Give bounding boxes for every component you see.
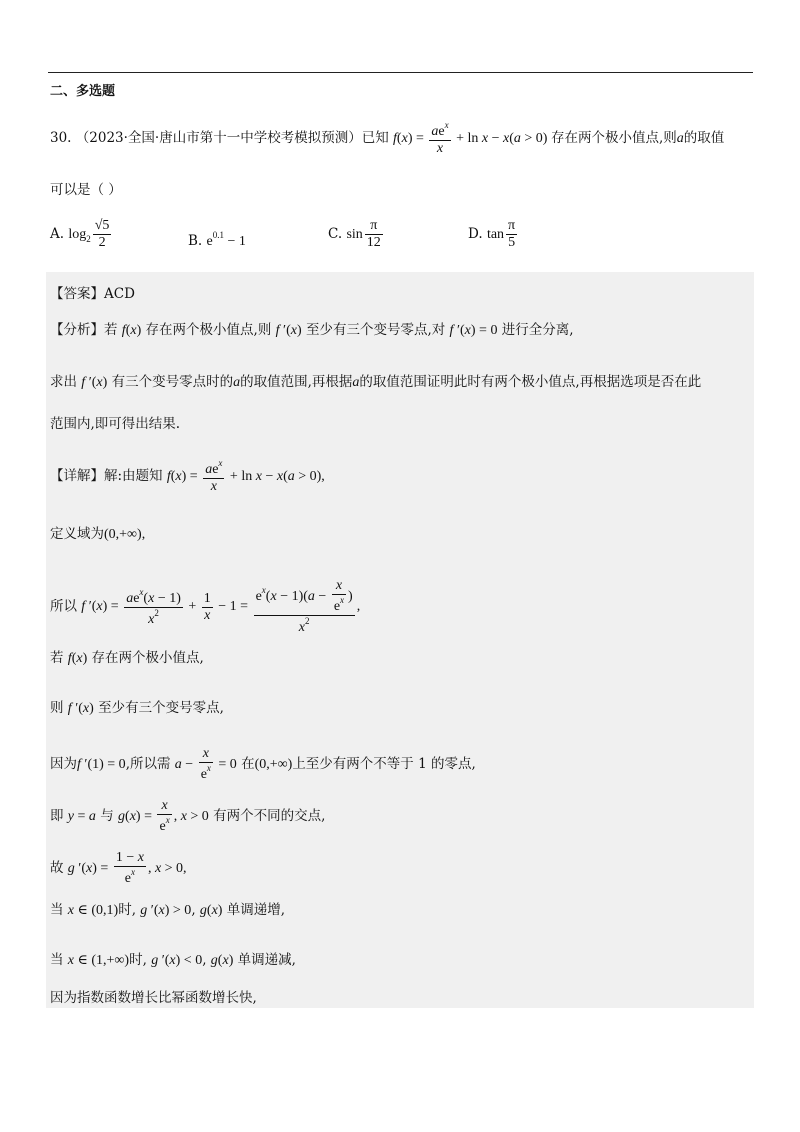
answer-line (50, 282, 135, 302)
detail-if: 若 f(x) 存在两个极小值点, (50, 650, 204, 666)
analysis-line-1: 【分析】若 f(x) 存在两个极小值点,则 f ′(x) 至少有三个变号零点,对 f ′(x) = 0 进行全分离, (50, 322, 574, 338)
question-source: （2023·全国·唐山市第十一中学校考模拟预测）已知 (75, 129, 389, 146)
section-title: 二、多选题 (50, 84, 116, 99)
question-function: f(x) = $\frac{ae^x}{x}$ + ln x − x(a > 0) (393, 120, 551, 157)
option-a[interactable]: A. $\log_2$ $\frac{√5}{2}$ (50, 218, 110, 251)
detail-domain: 定义域为(0,+∞), (50, 526, 146, 542)
option-d[interactable]: D. tan $\frac{\pi}{5}$ (468, 218, 516, 251)
detail-increasing: 当 x ∈ (0,1)时, g ′(x) > 0, g(x) 单调递增, (50, 902, 286, 918)
question-line-2: 可以是（ ） (50, 182, 122, 198)
detail-line-1: 【详解】解:由题知 f(x) = $\frac{ae^x}{x}$ + ln x − x(a > 0), (50, 458, 325, 495)
question-stem-end: 的取值 (683, 129, 725, 146)
detail-then: 则 f ′(x) 至少有三个变号零点, (50, 700, 224, 716)
option-b[interactable]: B. $e^{0.1} - 1$ (188, 230, 246, 249)
detail-hence: 故 g ′(x) = $\frac{1 - x}{e^x}$ , x > 0, (50, 850, 187, 887)
top-rule (48, 72, 753, 73)
analysis-line-3: 范围内,即可得出结果. (50, 416, 181, 432)
answer-value: ACD (104, 286, 135, 302)
detail-ie: 即 y = a 与 g(x) = $\frac{x}{e^x}$ , x > 0 有两个不同的交点, (50, 798, 326, 835)
detail-last: 因为指数函数增长比幂函数增长快, (50, 990, 257, 1006)
detail-because: 因为f ′(1) = 0,所以需 a − $\frac{x}{e^x}$ = 0 在(0,+∞)上至少有两个不等于 1 的零点, (50, 746, 476, 783)
question-variable: a (676, 130, 684, 146)
detail-decreasing: 当 x ∈ (1,+∞)时, g ′(x) < 0, g(x) 单调递减, (50, 952, 296, 968)
question-line-1 (50, 120, 724, 157)
question-stem-tail: 存在两个极小值点,则 (550, 129, 677, 146)
question-number: 30. (50, 129, 72, 146)
option-c[interactable]: C. sin $\frac{\pi}{12}$ (328, 218, 381, 251)
detail-derivative: 所以 f ′(x) = $\frac{ae^x(x - 1)}{x^2}$ + $\frac{1}{x}$ − 1 = $e^x(x - 1)(a$ − $\frac{x}{e^x}$ ) $x^2$ , (50, 578, 361, 636)
analysis-line-2: 求出 f ′(x) 有三个变号零点时的a的取值范围,再根据a的取值范围证明此时有两个极小值点,再根据选项是否在此 (50, 374, 702, 390)
answer-tag: 【答案】 (50, 286, 104, 302)
